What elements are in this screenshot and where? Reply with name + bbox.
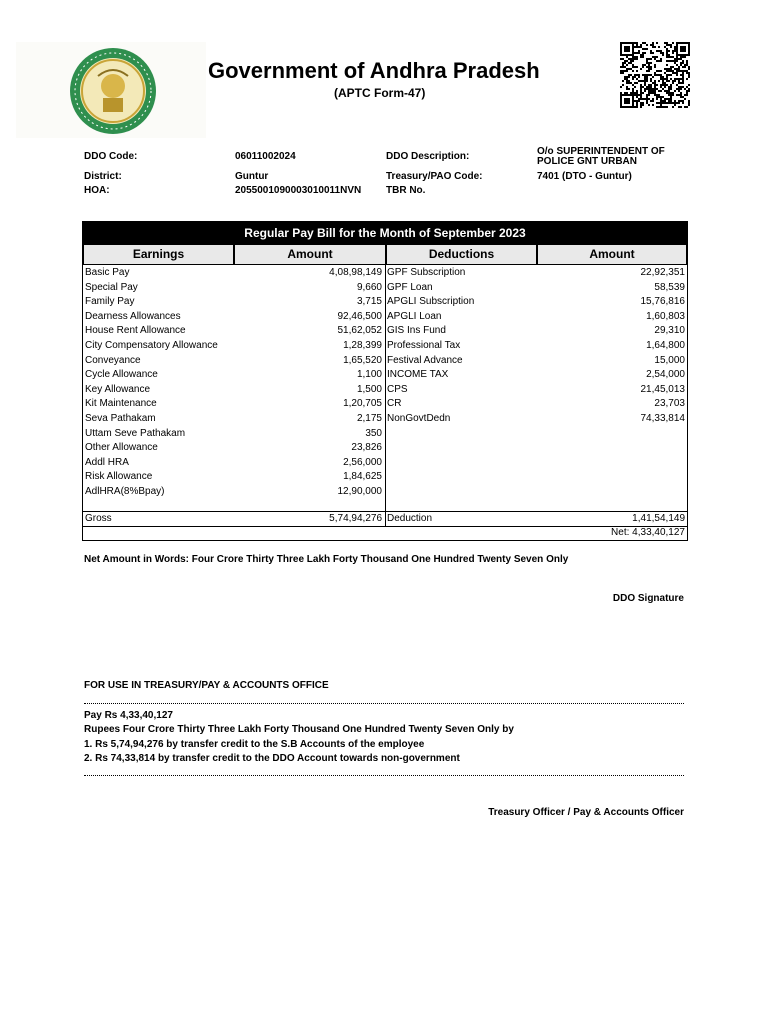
deductions-item-name: NonGovtDedn: [387, 413, 451, 424]
column-divider: [385, 265, 386, 527]
earnings-item-amount: 1,65,520: [343, 354, 382, 366]
deductions-item-amount: 29,310: [654, 325, 685, 337]
net-amount: Net: 4,33,40,127: [611, 527, 685, 538]
deductions-item-name: INCOME TAX: [387, 369, 449, 381]
district-label: District:: [84, 171, 122, 182]
net-divider: [83, 526, 687, 527]
ddo-description-label: DDO Description:: [386, 151, 470, 162]
earnings-item-amount: 9,660: [356, 281, 382, 293]
deductions-item-amount: 15,76,816: [640, 296, 685, 308]
deductions-item-amount: 21,45,013: [640, 383, 685, 395]
ddo-code-label: DDO Code:: [84, 151, 138, 162]
emblem-background: [16, 42, 206, 138]
deductions-item-name: Festival Advance: [387, 354, 463, 366]
deductions-item-name: GIS Ins Fund: [387, 325, 446, 337]
earnings-item-name: Dearness Allowances: [85, 310, 181, 322]
earnings-item-amount: 1,84,625: [343, 471, 382, 483]
earnings-item-name: Cycle Allowance: [85, 369, 158, 381]
earnings-item-amount: 3,715: [356, 296, 382, 308]
page-title: Government of Andhra Pradesh: [208, 58, 540, 83]
earnings-item-amount: 1,20,705: [343, 398, 382, 410]
district-value: Guntur: [235, 171, 269, 182]
deduction-amount: 1,41,54,149: [632, 513, 685, 524]
tbr-label: TBR No.: [386, 185, 426, 196]
pay-amount-in-words: Rupees Four Crore Thirty Three Lakh Forty Thousand One Hundred Twenty Seven Only by: [84, 724, 514, 735]
transfer-line-ddo: 2. Rs 74,33,814 by transfer credit to the DDO Account towards non-government: [84, 753, 460, 764]
hoa-value: 2055001090003010011NVN: [235, 185, 362, 196]
form-number: (APTC Form-47): [334, 86, 426, 100]
ddo-signature: DDO Signature: [612, 593, 684, 604]
earnings-item-amount: 23,826: [351, 442, 382, 454]
deductions-item-amount: 1,64,800: [646, 340, 685, 351]
earnings-item-amount: 2,56,000: [343, 456, 382, 468]
hoa-label: HOA:: [84, 185, 110, 196]
earnings-item-amount: 1,500: [356, 383, 382, 395]
earnings-item-name: Other Allowance: [85, 442, 158, 454]
deductions-header: Deductions: [386, 244, 537, 265]
earnings-amount-header: Amount: [234, 244, 386, 265]
earnings-item-name: Conveyance: [85, 354, 141, 366]
earnings-item-name: House Rent Allowance: [85, 325, 186, 337]
deductions-item-name: GPF Subscription: [387, 267, 466, 278]
earnings-item-amount: 1,28,399: [343, 340, 382, 351]
ddo-code-value: 06011002024: [235, 151, 296, 162]
ddo-description-line2: POLICE GNT URBAN: [537, 156, 637, 167]
andhra-pradesh-emblem-icon: [68, 46, 158, 136]
pay-amount: Pay Rs 4,33,40,127: [84, 710, 173, 721]
treasury-section-heading: FOR USE IN TREASURY/PAY & ACCOUNTS OFFICE: [84, 680, 329, 691]
deductions-item-name: GPF Loan: [387, 281, 433, 293]
earnings-item-name: Family Pay: [85, 296, 135, 308]
deductions-item-name: CPS: [387, 383, 408, 395]
earnings-item-name: Basic Pay: [85, 267, 130, 278]
deductions-item-amount: 1,60,803: [646, 310, 685, 322]
deductions-item-name: APGLI Subscription: [387, 296, 475, 308]
earnings-item-amount: 2,175: [356, 413, 382, 424]
earnings-item-name: Addl HRA: [85, 456, 129, 468]
deductions-item-amount: 15,000: [654, 354, 685, 366]
earnings-item-amount: 92,46,500: [337, 310, 382, 322]
treasury-code-value: 7401 (DTO - Guntur): [537, 171, 632, 182]
pay-bill-title: Regular Pay Bill for the Month of September 2023: [83, 222, 687, 244]
qr-code-icon: [620, 42, 690, 108]
deductions-item-amount: 74,33,814: [640, 413, 685, 424]
earnings-item-amount: 4,08,98,149: [329, 267, 382, 278]
deductions-item-amount: 22,92,351: [640, 267, 685, 278]
deductions-item-amount: 58,539: [654, 281, 685, 293]
earnings-item-name: AdlHRA(8%Bpay): [85, 486, 165, 497]
deductions-item-amount: 2,54,000: [646, 369, 685, 381]
pay-bill-table: [82, 221, 688, 541]
totals-divider: [83, 511, 687, 512]
deductions-item-name: APGLI Loan: [387, 310, 442, 322]
deduction-label: Deduction: [387, 513, 433, 524]
earnings-item-amount: 1,100: [356, 369, 382, 381]
earnings-item-name: Key Allowance: [85, 383, 151, 395]
earnings-item-name: Risk Allowance: [85, 471, 153, 483]
gross-label: Gross: [85, 513, 112, 524]
earnings-item-amount: 51,62,052: [337, 325, 382, 337]
treasury-code-label: Treasury/PAO Code:: [386, 171, 483, 182]
net-amount-in-words: Net Amount in Words: Four Crore Thirty Three Lakh Forty Thousand One Hundred Twenty Seven Only: [84, 554, 569, 565]
dotted-separator: [84, 775, 684, 776]
earnings-item-name: Uttam Seve Pathakam: [85, 427, 186, 439]
deductions-item-amount: 23,703: [654, 398, 685, 410]
earnings-item-name: Kit Maintenance: [85, 398, 157, 410]
earnings-header: Earnings: [83, 244, 234, 265]
treasury-officer-signature: Treasury Officer / Pay & Accounts Officer: [488, 807, 684, 818]
earnings-item-amount: 350: [365, 427, 382, 439]
earnings-item-amount: 12,90,000: [337, 486, 382, 497]
transfer-line-employee: 1. Rs 5,74,94,276 by transfer credit to the S.B Accounts of the employee: [84, 739, 425, 750]
dotted-separator: [84, 703, 684, 704]
deductions-item-name: CR: [387, 398, 402, 410]
earnings-item-name: City Compensatory Allowance: [85, 340, 218, 351]
earnings-item-name: Seva Pathakam: [85, 413, 156, 424]
gross-amount: 5,74,94,276: [329, 513, 382, 524]
ddo-description-line1: O/o SUPERINTENDENT OF: [537, 146, 665, 157]
deductions-item-name: Professional Tax: [387, 340, 461, 351]
deductions-amount-header: Amount: [537, 244, 687, 265]
earnings-item-name: Special Pay: [85, 281, 138, 293]
